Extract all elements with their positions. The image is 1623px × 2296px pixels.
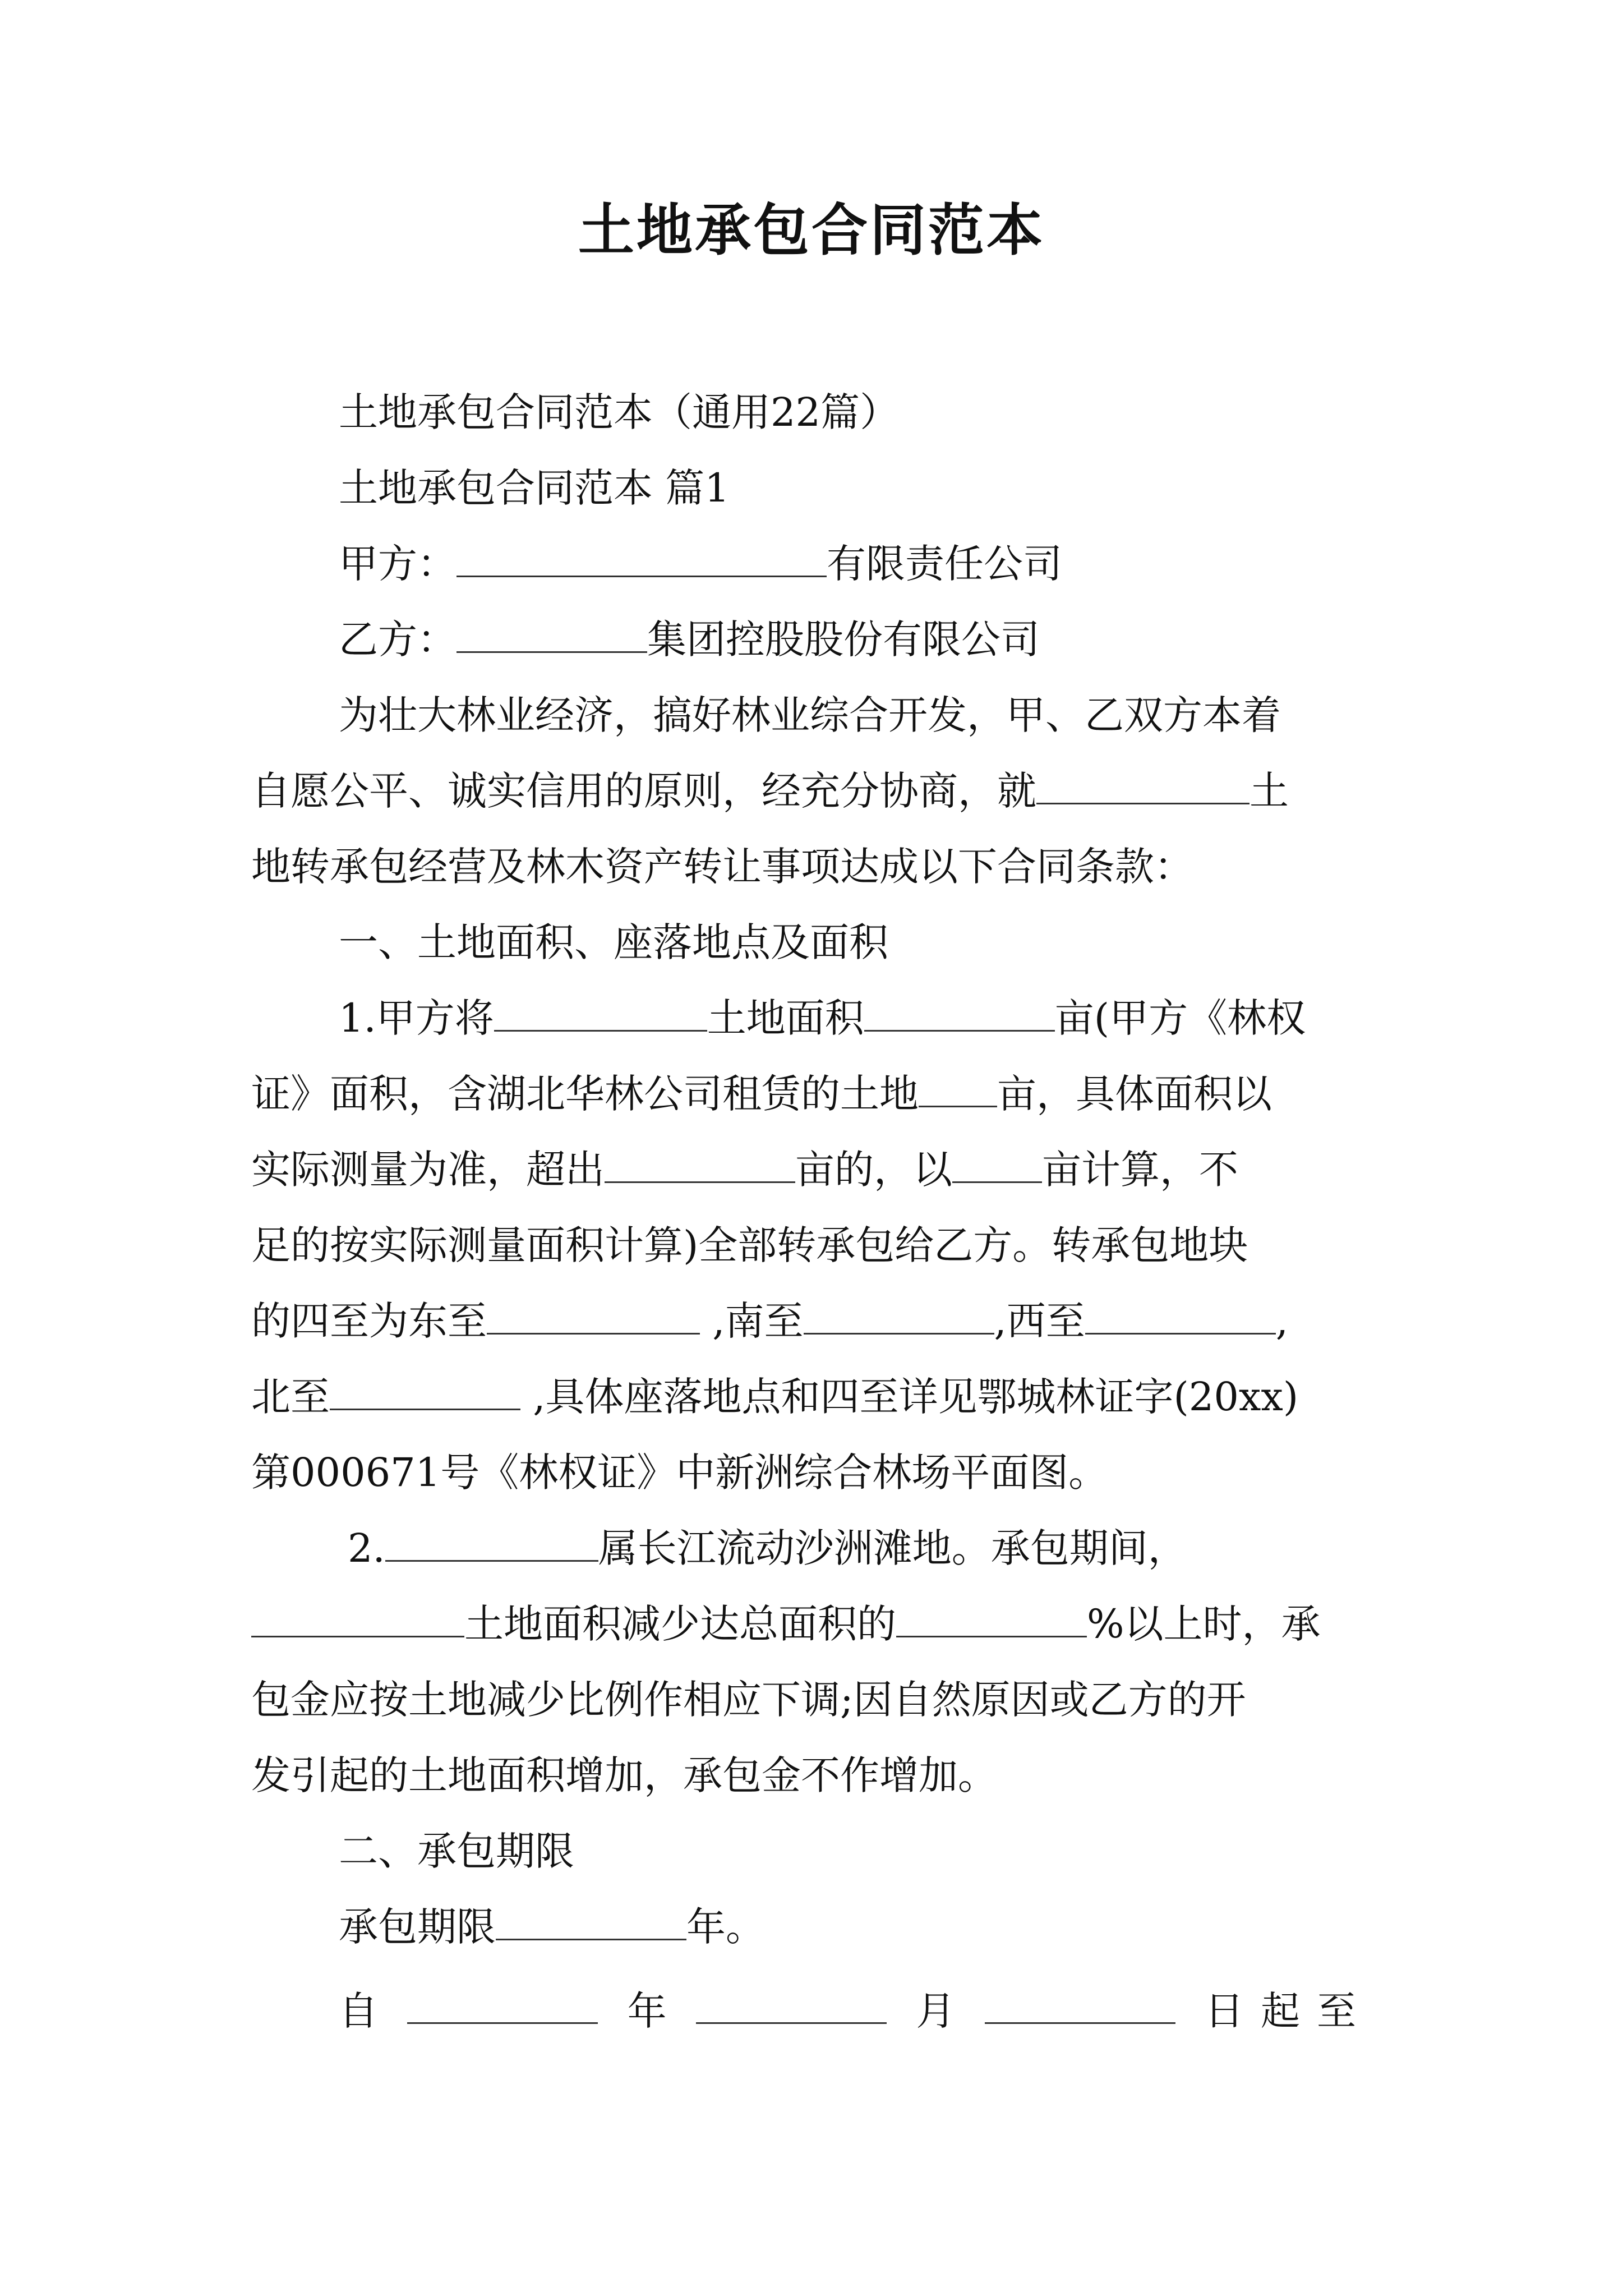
paragraph-line: 2. 属长江流动沙洲滩地。承包期间， [348,1520,1469,1576]
fill-blank [330,1369,520,1410]
paragraph-line: 的四至为东至 ,南至 ,西至 , [251,1293,1373,1349]
fill-blank [952,1142,1042,1183]
fill-blank [605,1142,795,1183]
fill-blank [1036,763,1249,804]
fill-blank [864,991,1055,1032]
section-heading-line: 土地承包合同范本 篇1 [339,465,730,511]
fill-blank [804,1294,994,1335]
party-a-line: 甲方： 有限责任公司 [339,536,1460,592]
party-b-line: 乙方： 集团控股股份有限公司 [339,611,1460,668]
fill-blank [696,1983,887,2024]
fill-blank [494,991,707,1032]
paragraph-line: 足的按实际测量面积计算)全部转承包给乙方。转承包地块 [251,1222,1248,1268]
paragraph-line: 包金应按土地减少比例作相应下调;因自然原因或乙方的开 [251,1677,1246,1723]
document-title: 土地承包合同范本 [578,197,1045,263]
clause-heading: 二、承包期限 [339,1828,574,1874]
fill-blank [457,536,827,577]
paragraph-line: 第000671号《林权证》中新洲综合林场平面图。 [251,1450,1108,1496]
paragraph-line: 自 年 月 日起至 [339,1983,1373,2039]
paragraph-line: 为壮大林业经济，搞好林业综合开发，甲、乙双方本着 [339,692,1281,738]
fill-blank [985,1983,1175,2024]
paragraph-line: 承包期限 年。 [339,1899,1460,1955]
paragraph-line: 土地面积减少达总面积的 %以上时，承 [251,1596,1373,1652]
fill-blank [457,612,647,653]
fill-blank [487,1294,700,1335]
paragraph-line: 1.甲方将 土地面积 亩(甲方《林权 [339,990,1460,1046]
paragraph-line: 证》面积，含湖北华林公司租赁的土地 亩，具体面积以 [251,1066,1373,1122]
fill-blank [919,1066,997,1107]
paragraph-line: 地转承包经营及林木资产转让事项达成以下合同条款： [251,844,1193,890]
fill-blank [896,1596,1087,1637]
paragraph-line: 实际测量为准，超出 亩的，以 亩计算，不 [251,1142,1373,1198]
fill-blank [496,1899,686,1940]
fill-blank [251,1596,464,1637]
paragraph-line: 北至 ,具体座落地点和四至详见鄂城林证字(20xx) [251,1369,1373,1425]
fill-blank [385,1521,598,1562]
fill-blank [407,1983,598,2024]
clause-heading: 一、土地面积、座落地点及面积 [339,919,888,965]
fill-blank [1085,1294,1276,1335]
paragraph-line: 自愿公平、诚实信用的原则，经充分协商，就 土 [251,763,1373,819]
paragraph-line: 发引起的土地面积增加，承包金不作增加。 [251,1752,997,1798]
subtitle-line: 土地承包合同范本（通用22篇） [339,389,900,435]
